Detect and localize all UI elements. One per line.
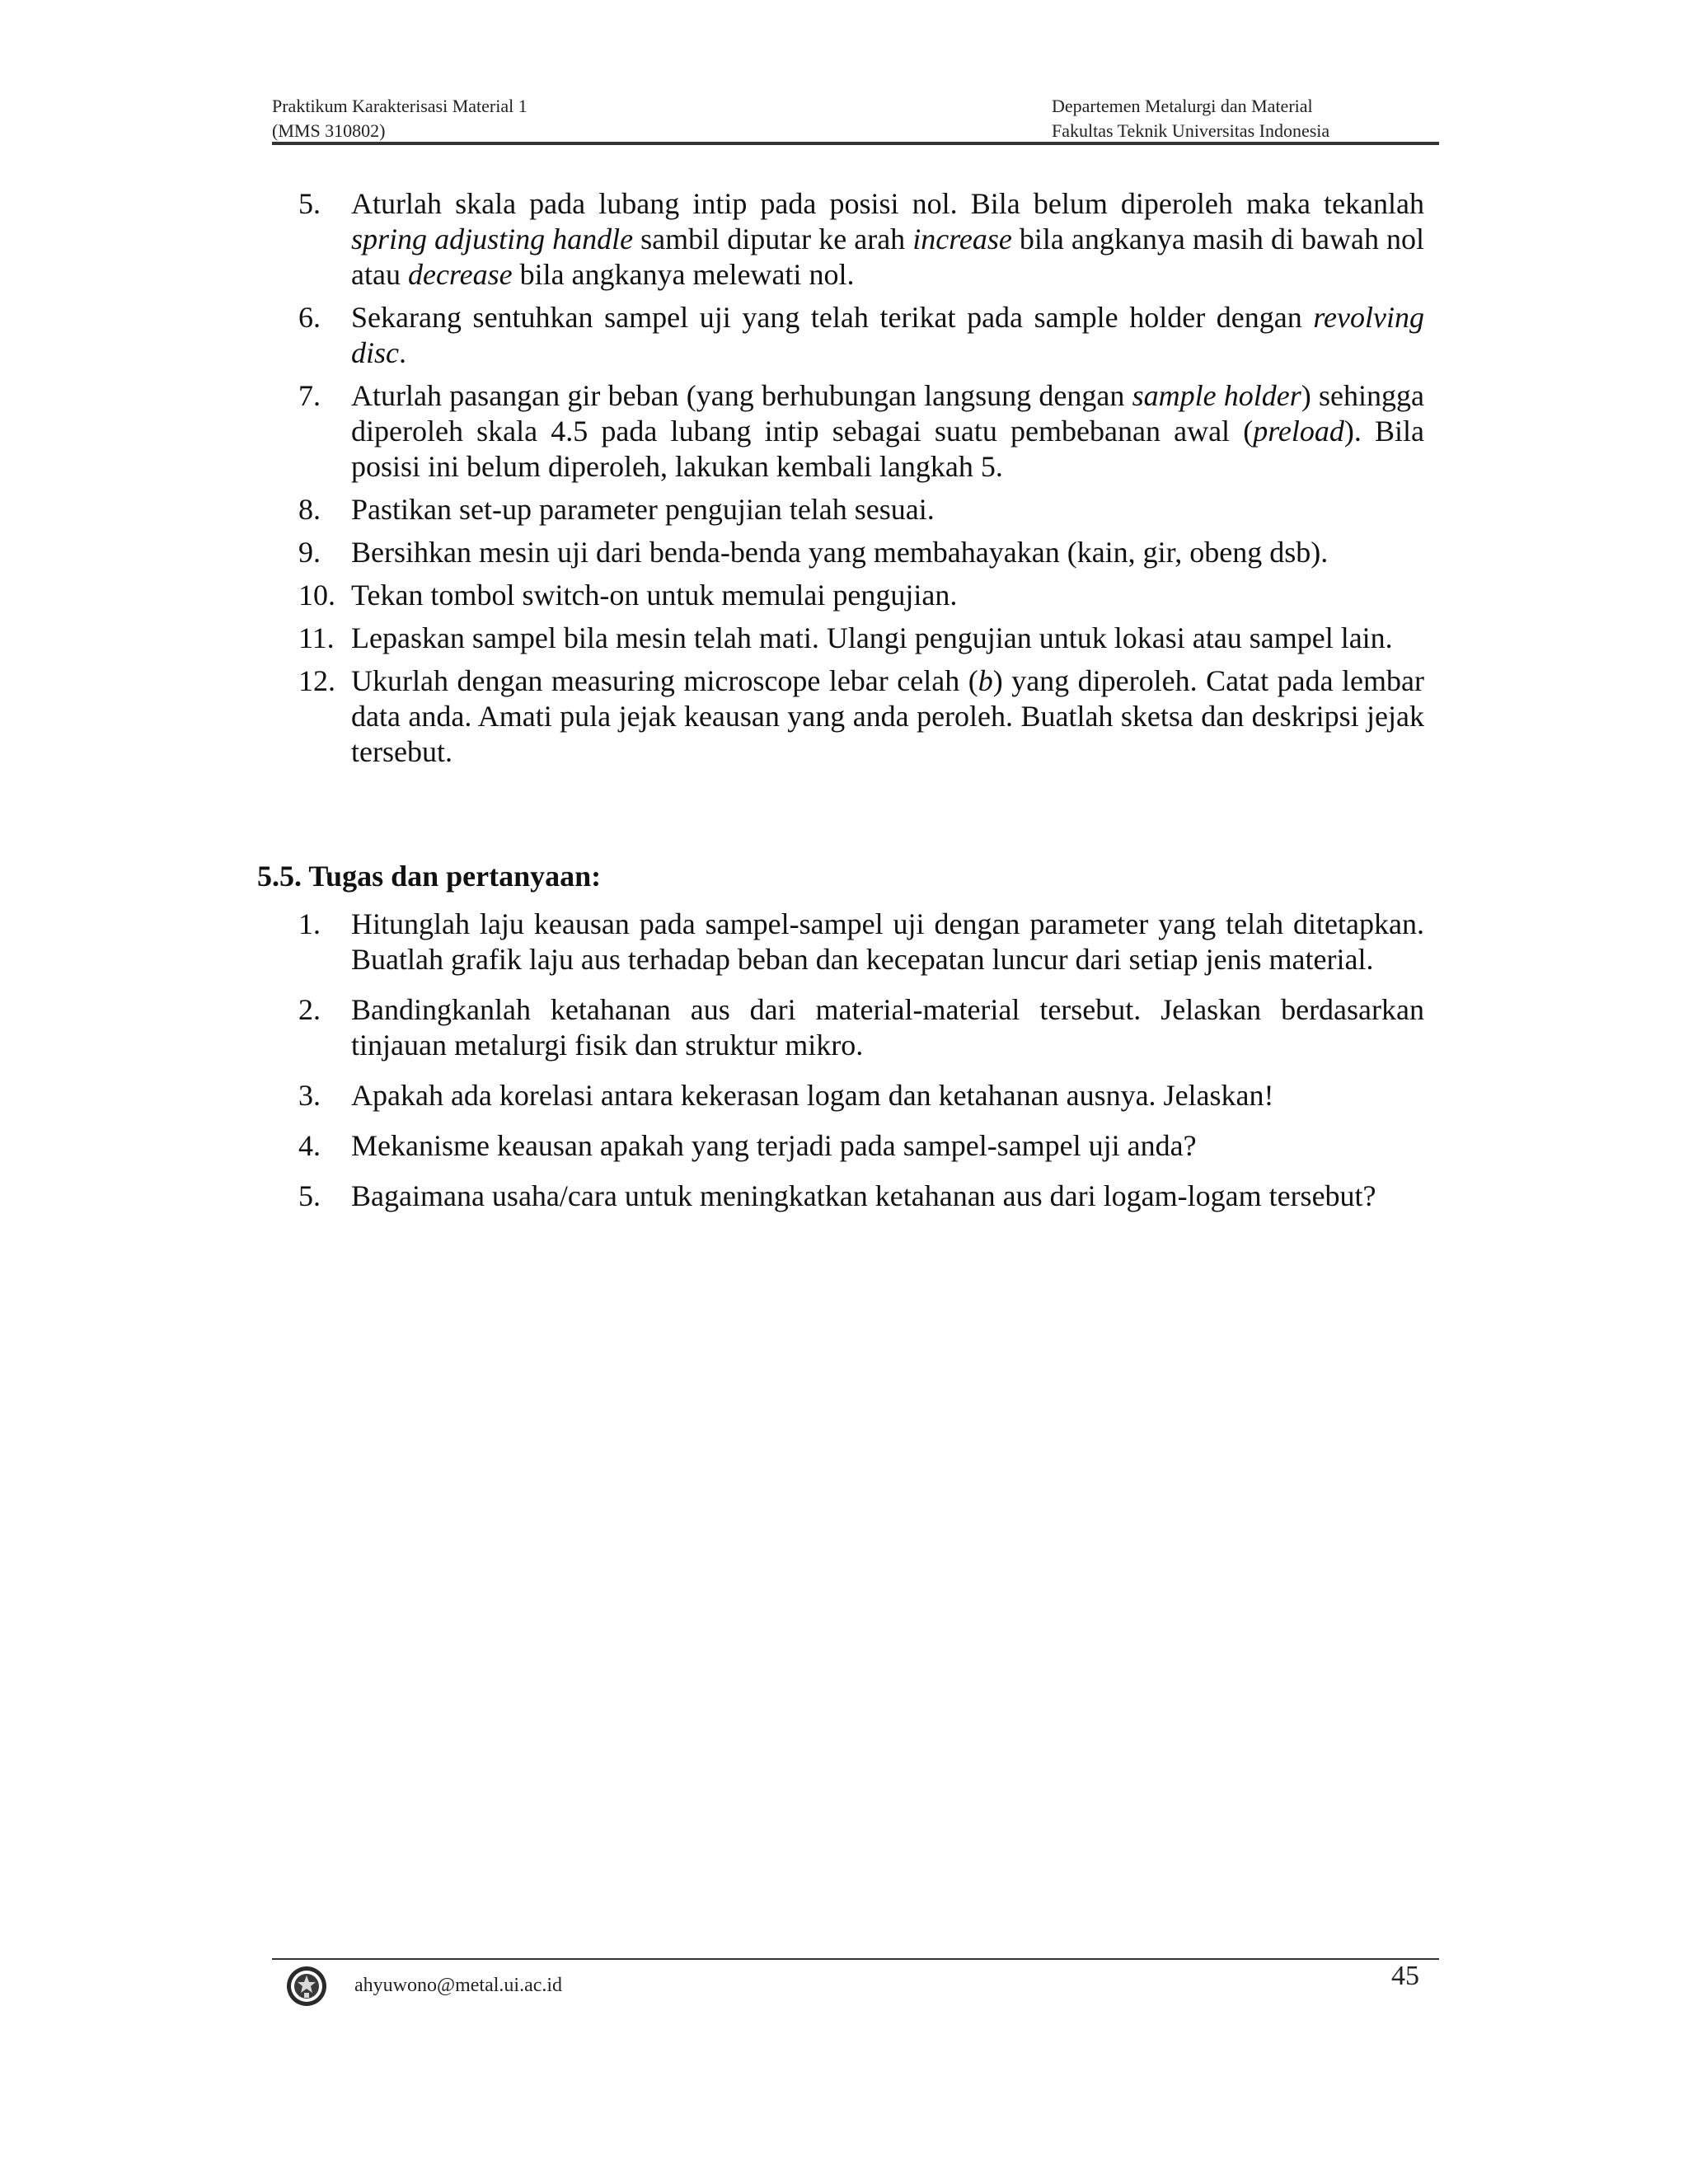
header-course-title: Praktikum Karakterisasi Material 1	[272, 96, 528, 116]
italic-term: b	[978, 664, 993, 697]
procedure-step	[272, 621, 1424, 656]
procedure-step-text	[351, 378, 1424, 485]
page-number: 45	[1391, 1961, 1419, 1991]
procedure-step-number-text: 12.	[298, 664, 335, 697]
text-run: Lepaskan sampel bila mesin telah mati. Ulangi pengujian untuk lokasi atau sampel lain.	[351, 621, 1393, 654]
procedure-step-number	[272, 300, 348, 335]
italic-term: sample holder	[1132, 379, 1301, 412]
question-item	[272, 992, 1424, 1063]
section-heading: 5.5. Tugas dan pertanyaan:	[257, 860, 602, 893]
procedure-step-number-text: 8.	[298, 493, 321, 526]
text-run: Sekarang sentuhkan sampel uji yang telah terikat pada sample holder dengan	[351, 301, 1314, 334]
text-run: Hitunglah laju keausan pada sampel-sampel uji dengan parameter yang telah ditetapkan. Buatlah grafik laju aus terhadap beban dan kecepatan luncur dari setiap jenis material.	[351, 907, 1424, 976]
question-item	[272, 1128, 1424, 1164]
procedure-step-number	[272, 578, 348, 613]
text-run: .	[399, 336, 406, 369]
text-run: ). Bila posisi ini belum diperoleh, lakukan kembali langkah 5.	[351, 415, 1424, 483]
italic-term: revolving disc	[351, 301, 1424, 369]
text-run: Apakah ada korelasi antara kekerasan logam dan ketahanan ausnya. Jelaskan!	[351, 1079, 1274, 1112]
footer-email: ahyuwono@metal.ui.ac.id	[354, 1975, 563, 1996]
question-item	[272, 907, 1424, 977]
header-course-code: (MMS 310802)	[272, 120, 386, 141]
procedure-step-number-text: 9.	[298, 536, 321, 569]
text-run: ) sehingga diperoleh skala 4.5 pada lubang intip sebagai suatu pembebanan awal (	[351, 379, 1424, 448]
text-run: Aturlah skala pada lubang intip pada posisi nol. Bila belum diperoleh maka tekanlah	[351, 187, 1424, 220]
text-run: Ukurlah dengan measuring microscope lebar celah (	[351, 664, 978, 697]
procedure-step-number	[272, 535, 348, 570]
procedure-step-text	[351, 663, 1424, 770]
procedure-step	[272, 663, 1424, 770]
question-item-text	[351, 992, 1424, 1063]
question-item-number-text: 3.	[298, 1079, 321, 1112]
text-run: Mekanisme keausan apakah yang terjadi pada sampel-sampel uji anda?	[351, 1129, 1197, 1162]
question-item-number	[272, 992, 348, 1028]
procedure-step	[272, 378, 1424, 485]
text-run: Tekan tombol switch-on untuk memulai pengujian.	[351, 579, 958, 612]
text-run: Pastikan set-up parameter pengujian telah sesuai.	[351, 493, 935, 526]
procedure-step-text	[351, 300, 1424, 371]
procedure-step-number-text: 6.	[298, 301, 321, 334]
question-item-number	[272, 1179, 348, 1214]
italic-term: increase	[912, 223, 1012, 255]
procedure-step-number	[272, 186, 348, 222]
text-run: Bagaimana usaha/cara untuk meningkatkan ketahanan aus dari logam-logam tersebut?	[351, 1179, 1376, 1212]
page-header	[272, 91, 1439, 145]
question-item-number	[272, 1078, 348, 1113]
procedure-step-number-text: 11.	[298, 621, 335, 654]
text-run: Aturlah pasangan gir beban (yang berhubungan langsung dengan	[351, 379, 1132, 412]
procedure-step-number-text: 5.	[298, 187, 321, 220]
procedure-step-number	[272, 621, 348, 656]
text-run: ) yang diperoleh. Catat pada lembar data anda. Amati pula jejak keausan yang anda peroleh. Buatlah sketsa dan deskripsi jejak tersebut.	[351, 664, 1424, 768]
header-institution-info	[1052, 94, 1329, 143]
question-item-number	[272, 1128, 348, 1164]
question-item-number-text: 2.	[298, 993, 321, 1026]
procedure-step-number	[272, 492, 348, 527]
procedure-step-text	[351, 578, 1424, 613]
question-item-text	[351, 907, 1424, 977]
university-seal-icon	[285, 1965, 328, 2008]
procedure-step-text	[351, 492, 1424, 527]
header-faculty: Fakultas Teknik Universitas Indonesia	[1052, 120, 1330, 141]
question-item-text	[351, 1078, 1424, 1113]
question-item-number-text: 4.	[298, 1129, 321, 1162]
procedure-step-number	[272, 378, 348, 414]
procedure-step-number-text: 7.	[298, 379, 321, 412]
question-item-text	[351, 1179, 1424, 1214]
procedure-step	[272, 535, 1424, 570]
procedure-step	[272, 492, 1424, 527]
question-item	[272, 1078, 1424, 1113]
question-item-number-text: 1.	[298, 907, 321, 940]
italic-term: preload	[1253, 415, 1344, 448]
italic-term: spring adjusting handle	[351, 223, 634, 255]
procedure-step-number	[272, 663, 348, 699]
procedure-step-text	[351, 535, 1424, 570]
procedure-step-text	[351, 186, 1424, 293]
question-item	[272, 1179, 1424, 1214]
procedure-step-number-text: 10.	[298, 579, 335, 612]
question-item-text	[351, 1128, 1424, 1164]
procedure-step-text	[351, 621, 1424, 656]
header-department: Departemen Metalurgi dan Material	[1052, 96, 1313, 116]
questions-list	[272, 907, 1424, 1229]
text-run: Bandingkanlah ketahanan aus dari material-material tersebut. Jelaskan berdasarkan tinjauan metalurgi fisik dan struktur mikro.	[351, 993, 1424, 1062]
text-run: sambil diputar ke arah	[633, 223, 913, 255]
italic-term: decrease	[407, 258, 513, 291]
header-course-info	[272, 94, 528, 143]
question-item-number	[272, 907, 348, 942]
text-run: bila angkanya melewati nol.	[512, 258, 855, 291]
text-run: bila angkanya masih di bawah nol atau	[351, 223, 1424, 291]
procedure-step	[272, 186, 1424, 293]
procedure-step	[272, 300, 1424, 371]
question-item-number-text: 5.	[298, 1179, 321, 1212]
procedure-steps-list	[272, 186, 1424, 777]
footer-divider	[272, 1958, 1439, 1960]
text-run: Bersihkan mesin uji dari benda-benda yang membahayakan (kain, gir, obeng dsb).	[351, 536, 1329, 569]
procedure-step	[272, 578, 1424, 613]
